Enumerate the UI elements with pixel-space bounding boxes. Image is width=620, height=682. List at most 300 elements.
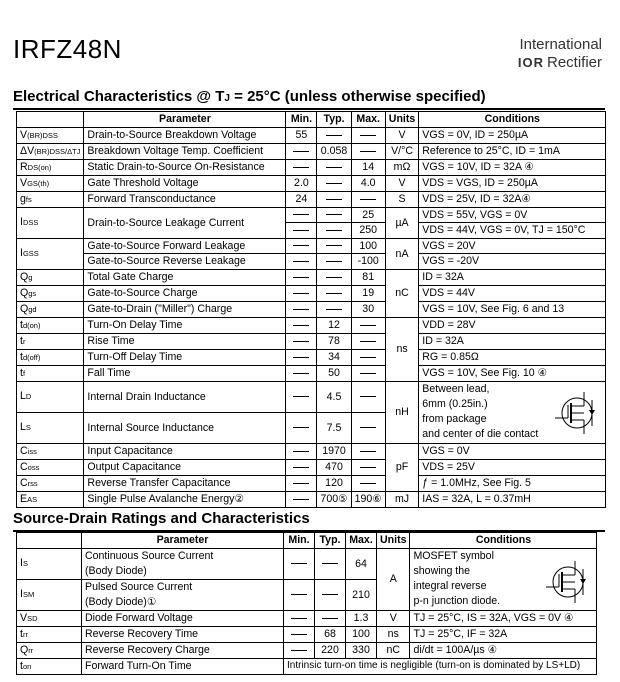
symbol-cell: tf <box>17 365 84 381</box>
unit-cell: mJ <box>385 491 418 507</box>
max-cell: 4.0 <box>351 175 385 191</box>
min-cell <box>286 365 317 381</box>
symbol-cell: td(off) <box>17 349 84 365</box>
min-cell: 24 <box>286 191 317 207</box>
unit-cell: nA <box>385 238 418 269</box>
symbol-cell: V(BR)DSS <box>17 127 84 143</box>
condition-line: 6mm (0.25in.) <box>422 398 488 410</box>
typ-cell <box>317 175 351 191</box>
typ-cell: 4.5 <box>317 381 351 412</box>
condition-cell: VDS = 55V, VGS = 0V <box>419 207 606 223</box>
parameter-line: (Body Diode) <box>85 564 147 577</box>
unit-cell: V <box>385 175 418 191</box>
parameter-cell: Internal Drain Inductance <box>84 381 286 412</box>
electrical-title: Electrical Characteristics @ TJ = 25°C (unless otherwise specified) <box>13 88 486 105</box>
typ-cell: 12 <box>317 317 351 333</box>
dash <box>293 261 309 262</box>
table-row <box>17 381 606 412</box>
symbol-cell: LD <box>17 381 84 412</box>
min-cell <box>286 475 317 491</box>
typ-cell <box>317 238 351 254</box>
table-row <box>17 548 597 579</box>
min-cell <box>286 207 317 223</box>
dash <box>293 483 309 484</box>
condition-cell: VGS = 20V <box>419 238 606 254</box>
header-cell: Max. <box>346 533 377 549</box>
condition-cell <box>410 548 597 610</box>
dash <box>326 277 342 278</box>
condition-cell: VGS = -20V <box>419 254 606 270</box>
dash <box>326 135 342 136</box>
symbol-subscript: oss <box>27 462 40 472</box>
dash <box>326 261 342 262</box>
header-cell: Parameter <box>84 112 286 128</box>
dash <box>293 451 309 452</box>
dash <box>291 594 307 595</box>
dash <box>293 341 309 342</box>
symbol-cell: tr <box>17 333 84 349</box>
dash <box>293 357 309 358</box>
table-row <box>17 207 606 223</box>
min-cell <box>286 412 317 443</box>
dash <box>360 199 376 200</box>
header-cell: Min. <box>284 533 315 549</box>
condition-cell: ID = 32A <box>419 269 606 285</box>
min-cell <box>286 491 317 507</box>
dash <box>293 293 309 294</box>
header-cell: Typ. <box>315 533 346 549</box>
symbol-subscript: r <box>22 336 26 346</box>
unit-cell: ns <box>385 317 418 381</box>
max-cell: 1.3 <box>346 610 377 626</box>
symbol-subscript: gd <box>28 304 37 314</box>
dash <box>360 467 376 468</box>
typ-cell: 1970 <box>317 443 351 459</box>
condition-cell: di/dt = 100A/µs ④ <box>410 642 597 658</box>
max-cell <box>351 381 385 412</box>
parameter-cell: Turn-On Delay Time <box>84 317 286 333</box>
min-cell: 2.0 <box>286 175 317 191</box>
max-cell <box>351 443 385 459</box>
logo-ior: IOR <box>517 55 544 70</box>
unit-cell: pF <box>385 443 418 491</box>
max-cell: 190⑥ <box>351 491 385 507</box>
max-cell <box>351 412 385 443</box>
min-cell <box>286 269 317 285</box>
parameter-cell <box>82 548 284 579</box>
condition-cell: RG = 0.85Ω <box>419 349 606 365</box>
parameter-cell: Internal Source Inductance <box>84 412 286 443</box>
max-cell: 25 <box>351 207 385 223</box>
symbol-subscript: gs <box>28 288 37 298</box>
header-cell: Conditions <box>419 112 606 128</box>
symbol-subscript: on <box>22 661 32 671</box>
dash <box>360 135 376 136</box>
header-cell <box>17 112 84 128</box>
typ-cell: 34 <box>317 349 351 365</box>
min-cell <box>286 317 317 333</box>
typ-cell <box>317 285 351 301</box>
condition-line: and center of die contact <box>422 428 539 440</box>
max-cell: 81 <box>351 269 385 285</box>
dash <box>293 167 309 168</box>
condition-line: Between lead, <box>422 383 490 395</box>
symbol-subscript: AS <box>27 494 38 504</box>
max-cell: -100 <box>351 254 385 270</box>
max-cell <box>351 317 385 333</box>
symbol-cell: IS <box>17 548 82 579</box>
symbol-cell: Crss <box>17 475 84 491</box>
dash <box>360 325 376 326</box>
condition-line: p-n junction diode. <box>413 595 501 607</box>
table-row <box>17 127 606 143</box>
dash <box>293 230 309 231</box>
typ-cell <box>315 548 346 579</box>
min-cell <box>286 381 317 412</box>
typ-cell <box>317 127 351 143</box>
max-cell: 250 <box>351 223 385 239</box>
table-row <box>17 143 606 159</box>
table-row <box>17 175 606 191</box>
condition-line: MOSFET symbol <box>413 550 494 562</box>
min-cell <box>286 459 317 475</box>
dash <box>293 214 309 215</box>
condition-cell: VDS = 25V <box>419 459 606 475</box>
symbol-cell: ΔV(BR)DSS/ΔTJ <box>17 143 84 159</box>
parameter-cell: Output Capacitance <box>84 459 286 475</box>
condition-line: from package <box>422 413 487 425</box>
dash <box>360 451 376 452</box>
min-cell <box>286 301 317 317</box>
table-row <box>17 626 597 642</box>
min-cell <box>286 238 317 254</box>
typ-cell: 50 <box>317 365 351 381</box>
table-row <box>17 491 606 507</box>
condition-cell: VDS = 44V <box>419 285 606 301</box>
dash <box>360 357 376 358</box>
unit-cell: nC <box>377 642 410 658</box>
max-cell <box>351 349 385 365</box>
condition-cell: VDD = 28V <box>419 317 606 333</box>
max-cell: 100 <box>346 626 377 642</box>
dash <box>322 618 338 619</box>
header-cell: Max. <box>351 112 385 128</box>
condition-cell: TJ = 25°C, IS = 32A, VGS = 0V ④ <box>410 610 597 626</box>
parameter-cell: Turn-Off Delay Time <box>84 349 286 365</box>
dash <box>326 230 342 231</box>
dash <box>360 151 376 152</box>
logo-line1: International <box>519 36 602 53</box>
symbol-subscript: (BR)DSS/ΔTJ <box>34 146 81 156</box>
min-cell <box>286 143 317 159</box>
min-cell <box>286 223 317 239</box>
parameter-cell: Drain-to-Source Breakdown Voltage <box>84 127 286 143</box>
min-cell <box>286 285 317 301</box>
parameter-cell: Total Gate Charge <box>84 269 286 285</box>
dash <box>291 563 307 564</box>
typ-cell: 0.058 <box>317 143 351 159</box>
header-row <box>17 533 597 549</box>
typ-cell: 220 <box>315 642 346 658</box>
typ-cell <box>317 269 351 285</box>
typ-cell: 78 <box>317 333 351 349</box>
dash <box>293 373 309 374</box>
header-row <box>17 112 606 128</box>
parameter-cell: Reverse Transfer Capacitance <box>84 475 286 491</box>
min-cell <box>284 579 315 610</box>
table-row <box>17 459 606 475</box>
condition-line: integral reverse <box>413 580 487 592</box>
symbol-cell: EAS <box>17 491 84 507</box>
symbol-subscript: S <box>25 423 31 432</box>
header-cell: Units <box>385 112 418 128</box>
condition-cell: VGS = 0V <box>419 443 606 459</box>
symbol-subscript: g <box>28 272 33 282</box>
min-cell <box>286 159 317 175</box>
parameter-cell: Static Drain-to-Source On-Resistance <box>84 159 286 175</box>
header-cell: Parameter <box>82 533 284 549</box>
dash <box>326 199 342 200</box>
typ-cell: 470 <box>317 459 351 475</box>
header-cell: Units <box>377 533 410 549</box>
parameter-line: Pulsed Source Current <box>85 580 193 593</box>
mosfet-symbol-icon <box>542 557 594 607</box>
typ-cell <box>317 207 351 223</box>
condition-cell: VGS = 10V, See Fig. 6 and 13 <box>419 301 606 317</box>
typ-cell <box>317 301 351 317</box>
parameter-cell: Fall Time <box>84 365 286 381</box>
part-number: IRFZ48N <box>13 34 122 64</box>
dash <box>326 214 342 215</box>
table-row <box>17 333 606 349</box>
table-row <box>17 475 606 491</box>
mosfet-symbol-icon <box>551 388 603 438</box>
table-row <box>17 254 606 270</box>
symbol-subscript: rss <box>27 478 38 488</box>
max-cell: 19 <box>351 285 385 301</box>
min-cell <box>286 254 317 270</box>
dash <box>360 373 376 374</box>
symbol-cell: VGS(th) <box>17 175 84 191</box>
parameter-line: (Body Diode)① <box>85 595 157 608</box>
unit-cell: V <box>385 127 418 143</box>
parameter-cell: Gate-to-Drain ("Miller") Charge <box>84 301 286 317</box>
dash <box>326 293 342 294</box>
unit-cell: A <box>377 548 410 610</box>
typ-cell <box>315 579 346 610</box>
typ-cell: 700⑤ <box>317 491 351 507</box>
table-row <box>17 317 606 333</box>
symbol-subscript: DSS <box>22 218 39 227</box>
max-cell: 210 <box>346 579 377 610</box>
parameter-cell: Gate Threshold Voltage <box>84 175 286 191</box>
symbol-subscript: DS(on) <box>27 162 52 172</box>
dash <box>293 309 309 310</box>
max-cell <box>351 191 385 207</box>
dash <box>322 594 338 595</box>
min-cell <box>284 548 315 579</box>
dash <box>293 427 309 428</box>
table-row <box>17 301 606 317</box>
dash <box>326 167 342 168</box>
unit-cell: ns <box>377 626 410 642</box>
symbol-subscript: rr <box>22 629 28 639</box>
parameter-cell: Drain-to-Source Leakage Current <box>84 207 286 238</box>
dash <box>293 277 309 278</box>
logo-line2: Rectifier <box>546 54 602 71</box>
min-cell <box>286 349 317 365</box>
parameter-cell: Gate-to-Source Reverse Leakage <box>84 254 286 270</box>
symbol-subscript: S <box>22 559 28 568</box>
parameter-cell: Gate-to-Source Forward Leakage <box>84 238 286 254</box>
parameter-cell <box>82 579 284 610</box>
max-cell: 100 <box>351 238 385 254</box>
header-cell <box>17 533 82 549</box>
dash <box>293 151 309 152</box>
electrical-table <box>16 111 606 508</box>
min-cell <box>284 642 315 658</box>
dash <box>326 245 342 246</box>
dash <box>291 650 307 651</box>
parameter-cell: Diode Forward Voltage <box>82 610 284 626</box>
symbol-cell: Qrr <box>17 642 82 658</box>
symbol-subscript: SM <box>22 590 35 599</box>
header-cell: Conditions <box>410 533 597 549</box>
symbol-cell: Qgs <box>17 285 84 301</box>
table-row <box>17 365 606 381</box>
max-cell <box>351 333 385 349</box>
parameter-cell: Forward Transconductance <box>84 191 286 207</box>
max-cell: 14 <box>351 159 385 175</box>
table-row <box>17 238 606 254</box>
symbol-cell: RDS(on) <box>17 159 84 175</box>
table-row <box>17 269 606 285</box>
dash <box>291 634 307 635</box>
symbol-subscript: rr <box>28 645 34 655</box>
dash <box>360 341 376 342</box>
condition-cell: VDS = VGS, ID = 250µA <box>419 175 606 191</box>
condition-cell: VGS = 0V, ID = 250µA <box>419 127 606 143</box>
unit-cell: nC <box>385 269 418 317</box>
symbol-cell: gfs <box>17 191 84 207</box>
symbol-subscript: iss <box>27 446 37 456</box>
unit-cell: V/°C <box>385 143 418 159</box>
table-row <box>17 285 606 301</box>
max-cell <box>351 459 385 475</box>
symbol-cell: ISM <box>17 579 82 610</box>
symbol-subscript: SD <box>27 613 38 623</box>
max-cell <box>351 143 385 159</box>
header-cell: Min. <box>286 112 317 128</box>
typ-cell: 120 <box>317 475 351 491</box>
symbol-cell: Qgd <box>17 301 84 317</box>
parameter-cell: Forward Turn-On Time <box>82 658 284 674</box>
note-cell: Intrinsic turn-on time is negligible (turn-on is dominated by LS+LD) <box>284 658 597 674</box>
unit-cell: S <box>385 191 418 207</box>
table-row <box>17 658 597 674</box>
max-cell <box>351 365 385 381</box>
typ-cell <box>317 254 351 270</box>
symbol-cell: trr <box>17 626 82 642</box>
typ-cell <box>317 191 351 207</box>
typ-cell: 7.5 <box>317 412 351 443</box>
condition-cell: ID = 32A <box>419 333 606 349</box>
condition-cell: VDS = 25V, ID = 32A④ <box>419 191 606 207</box>
unit-cell: mΩ <box>385 159 418 175</box>
symbol-subscript: d(off) <box>22 352 41 362</box>
symbol-subscript: (BR)DSS <box>27 130 58 140</box>
condition-cell: Reference to 25°C, ID = 1mA <box>419 143 606 159</box>
header-cell: Typ. <box>317 112 351 128</box>
dash <box>293 499 309 500</box>
dash <box>326 183 342 184</box>
min-cell <box>284 626 315 642</box>
symbol-cell: Qg <box>17 269 84 285</box>
symbol-subscript: GSS <box>22 249 39 258</box>
dash <box>291 618 307 619</box>
min-cell: 55 <box>286 127 317 143</box>
symbol-cell: IDSS <box>17 207 84 238</box>
unit-cell: µA <box>385 207 418 238</box>
dash <box>326 309 342 310</box>
symbol-cell: IGSS <box>17 238 84 269</box>
parameter-cell: Input Capacitance <box>84 443 286 459</box>
symbol-cell: td(on) <box>17 317 84 333</box>
table-row <box>17 610 597 626</box>
condition-cell <box>419 381 606 443</box>
dash <box>322 563 338 564</box>
max-cell <box>351 475 385 491</box>
dash <box>360 427 376 428</box>
symbol-subscript: f <box>22 368 26 378</box>
condition-cell: VGS = 10V, See Fig. 10 ④ <box>419 365 606 381</box>
electrical-rule <box>13 108 605 110</box>
condition-cell: TJ = 25°C, IF = 32A <box>410 626 597 642</box>
condition-line: showing the <box>413 565 471 577</box>
parameter-line: Continuous Source Current <box>85 549 214 562</box>
symbol-cell: Coss <box>17 459 84 475</box>
unit-cell: nH <box>385 381 418 443</box>
dash <box>293 245 309 246</box>
company-logo <box>518 36 602 72</box>
min-cell <box>284 610 315 626</box>
table-row <box>17 443 606 459</box>
table-row <box>17 642 597 658</box>
condition-cell: ƒ = 1.0MHz, See Fig. 5 <box>419 475 606 491</box>
parameter-cell: Gate-to-Source Charge <box>84 285 286 301</box>
min-cell <box>286 333 317 349</box>
dash <box>360 396 376 397</box>
typ-cell: 68 <box>315 626 346 642</box>
parameter-cell: Reverse Recovery Charge <box>82 642 284 658</box>
symbol-subscript: fs <box>25 194 32 204</box>
dash <box>293 325 309 326</box>
symbol-subscript: GS(th) <box>27 178 50 188</box>
parameter-cell: Rise Time <box>84 333 286 349</box>
condition-cell: VDS = 44V, VGS = 0V, TJ = 150°C <box>419 223 606 239</box>
max-cell: 64 <box>346 548 377 579</box>
condition-cell: IAS = 32A, L = 0.37mH <box>419 491 606 507</box>
dash <box>360 483 376 484</box>
source-drain-table <box>16 532 597 675</box>
max-cell: 330 <box>346 642 377 658</box>
typ-cell <box>317 223 351 239</box>
symbol-subscript: D <box>25 392 32 401</box>
max-cell <box>351 127 385 143</box>
table-row <box>17 159 606 175</box>
typ-cell <box>315 610 346 626</box>
symbol-cell: VSD <box>17 610 82 626</box>
